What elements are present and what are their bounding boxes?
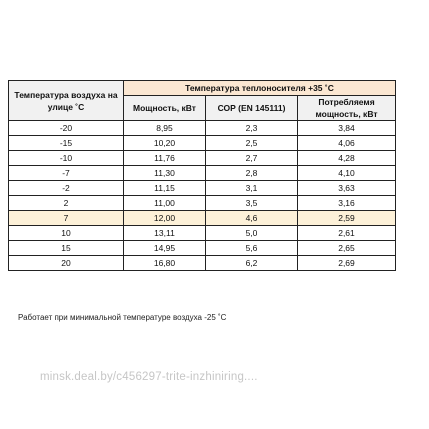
air-temp-cell: -2	[9, 181, 124, 196]
table-header-row-group	[9, 81, 396, 96]
power-cell: 11,15	[124, 181, 206, 196]
power-cell: 13,11	[124, 226, 206, 241]
air-temp-cell: 7	[9, 211, 124, 226]
table-row	[9, 241, 396, 256]
consumed-power-cell: 2,65	[298, 241, 396, 256]
consumed-power-cell: 4,28	[298, 151, 396, 166]
consumed-power-cell: 2,61	[298, 226, 396, 241]
consumed-power-cell: 2,69	[298, 256, 396, 271]
power-cell: 12,00	[124, 211, 206, 226]
cop-cell: 3,5	[206, 196, 298, 211]
watermark-text: minsk.deal.by/c456297-trite-inzhiniring....	[40, 371, 258, 383]
consumed-power-cell: 4,10	[298, 166, 396, 181]
cop-cell: 4,6	[206, 211, 298, 226]
cop-cell: 3,1	[206, 181, 298, 196]
air-temp-cell: 2	[9, 196, 124, 211]
cop-cell: 2,5	[206, 136, 298, 151]
air-temp-cell: 15	[9, 241, 124, 256]
power-cell: 8,95	[124, 121, 206, 136]
cop-cell: 2,8	[206, 166, 298, 181]
coolant-temp-header: Температура теплоносителя +35 ˚С	[124, 81, 396, 96]
air-temp-cell: -7	[9, 166, 124, 181]
table-row	[9, 226, 396, 241]
consumed-power-cell: 3,63	[298, 181, 396, 196]
power-cell: 11,76	[124, 151, 206, 166]
table-row	[9, 121, 396, 136]
table-row	[9, 166, 396, 181]
min-temp-note: Работает при минимальной температуре воздуха -25 ˚С	[18, 313, 227, 322]
table-row	[9, 256, 396, 271]
consumed-power-cell: 2,59	[298, 211, 396, 226]
air-temp-cell: 10	[9, 226, 124, 241]
table-row	[9, 151, 396, 166]
table-row	[9, 196, 396, 211]
cop-cell: 5,6	[206, 241, 298, 256]
cop-cell: 2,3	[206, 121, 298, 136]
cop-cell: 6,2	[206, 256, 298, 271]
heat-pump-spec-table	[8, 80, 396, 271]
power-cell: 11,30	[124, 166, 206, 181]
air-temp-header: Температура воздуха на улице ˚С	[9, 81, 124, 121]
cop-header: СОР (EN 145111)	[206, 96, 298, 121]
cop-cell: 2,7	[206, 151, 298, 166]
air-temp-cell: -20	[9, 121, 124, 136]
power-header: Мощность, кВт	[124, 96, 206, 121]
power-cell: 14,95	[124, 241, 206, 256]
consumed-power-cell: 4,06	[298, 136, 396, 151]
air-temp-cell: 20	[9, 256, 124, 271]
cop-cell: 5,0	[206, 226, 298, 241]
consumed-power-header: Потребляемя мощность, кВт	[298, 96, 396, 121]
table-row	[9, 181, 396, 196]
table-row	[9, 136, 396, 151]
power-cell: 16,80	[124, 256, 206, 271]
power-cell: 11,00	[124, 196, 206, 211]
spec-table-body	[9, 81, 396, 271]
power-cell: 10,20	[124, 136, 206, 151]
consumed-power-cell: 3,84	[298, 121, 396, 136]
air-temp-cell: -10	[9, 151, 124, 166]
air-temp-cell: -15	[9, 136, 124, 151]
table-row	[9, 211, 396, 226]
consumed-power-cell: 3,16	[298, 196, 396, 211]
